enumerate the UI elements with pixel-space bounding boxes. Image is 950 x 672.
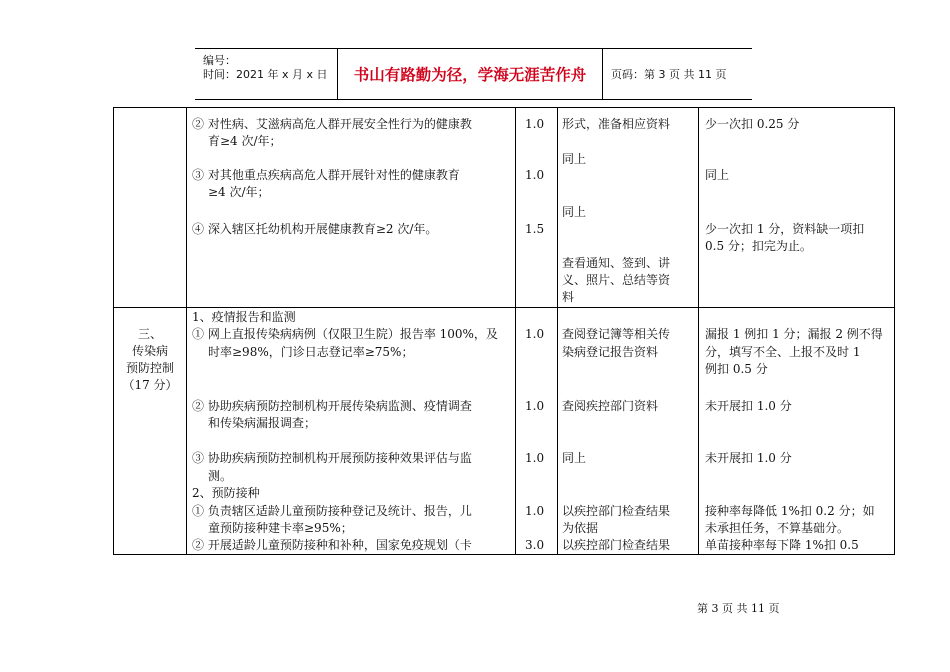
- deduction-text: 少一次扣 1 分，资料缺一项扣: [705, 222, 865, 236]
- row-divider: [114, 307, 894, 308]
- score-value: 1.5: [525, 222, 545, 236]
- section-number: 三、: [137, 327, 162, 341]
- section-score: （17 分）: [122, 378, 178, 392]
- method-text: 查阅疾控部门资料: [562, 399, 659, 413]
- header-meta: [195, 49, 338, 99]
- deduction-text: 单苗接种率每下降 1%扣 0.5: [705, 538, 859, 552]
- method-text: 同上: [562, 152, 587, 166]
- method-text: 为依据: [562, 521, 599, 535]
- item-text: ② 开展适龄儿童预防接种和补种，国家免疫规划（卡: [192, 538, 472, 552]
- item-text: ④ 深入辖区托幼机构开展健康教育≥2 次/年。: [192, 222, 438, 236]
- serial-label: 编号：: [203, 54, 236, 67]
- item-text: 育≥4 次/年；: [208, 134, 282, 148]
- col-divider: [515, 108, 516, 555]
- method-text: 查看通知、签到、讲: [562, 256, 671, 270]
- deduction-text: 未开展扣 1.0 分: [705, 451, 792, 465]
- item-text: 2、预防接种: [192, 486, 260, 500]
- item-text: 测。: [208, 469, 233, 483]
- item-text: ② 协助疾病预防控制机构开展传染病监测、疫情调查: [192, 399, 472, 413]
- item-text: ≥4 次/年；: [208, 185, 270, 199]
- deduction-text: 0.5 分；扣完为止。: [705, 239, 812, 253]
- deduction-text: 同上: [705, 168, 730, 182]
- score-value: 1.0: [525, 168, 545, 182]
- score-value: 1.0: [525, 399, 545, 413]
- score-value: 1.0: [525, 117, 545, 131]
- method-text: 形式，准备相应资料: [562, 117, 671, 131]
- score-value: 1.0: [525, 327, 545, 341]
- header-motto: 书山有路勤为径，学海无涯苦作舟: [338, 49, 603, 99]
- method-text: 义、照片、总结等资: [562, 273, 671, 287]
- item-text: 时率≥98%，门诊日志登记率≥75%；: [208, 345, 414, 359]
- deduction-text: 未开展扣 1.0 分: [705, 399, 792, 413]
- col-divider: [698, 108, 699, 555]
- row-divider: [114, 554, 894, 555]
- item-text: 童预防接种建卡率≥95%；: [208, 521, 353, 535]
- section-title-2: 预防控制: [125, 361, 174, 375]
- deduction-text: 分，填写不全、上报不及时 1: [705, 345, 861, 359]
- col-divider: [186, 108, 187, 555]
- method-text: 料: [562, 290, 575, 304]
- deduction-text: 接种率每降低 1%扣 0.2 分；如: [705, 504, 875, 518]
- method-text: 查阅登记簿等相关传: [562, 327, 671, 341]
- score-value: 1.0: [525, 451, 545, 465]
- item-text: ② 对性病、艾滋病高危人群开展安全性行为的健康教: [192, 117, 472, 131]
- score-value: 1.0: [525, 504, 545, 518]
- item-text: ③ 协助疾病预防控制机构开展预防接种效果评估与监: [192, 451, 472, 465]
- deduction-text: 漏报 1 例扣 1 分；漏报 2 例不得: [705, 327, 883, 341]
- page-footer: 第 3 页 共 11 页: [697, 602, 780, 615]
- time-label: 时间：2021 年 x 月 x 日: [203, 68, 328, 81]
- deduction-text: 少一次扣 0.25 分: [705, 117, 800, 131]
- method-text: 染病登记报告资料: [562, 345, 659, 359]
- method-text: 以疾控部门检查结果: [562, 538, 671, 552]
- item-text: ③ 对其他重点疾病高危人群开展针对性的健康教育: [192, 168, 460, 182]
- col-divider: [557, 108, 558, 555]
- section-category: [114, 326, 186, 394]
- evaluation-table: [113, 107, 895, 555]
- item-text: ① 负责辖区适龄儿童预防接种登记及统计、报告，儿: [192, 504, 472, 518]
- method-text: 同上: [562, 451, 587, 465]
- deduction-text: 例扣 0.5 分: [705, 362, 768, 376]
- page-header: [195, 48, 752, 100]
- item-text: 和传染病漏报调查；: [208, 416, 317, 430]
- item-text: ① 网上直报传染病病例（仅限卫生院）报告率 100%，及: [192, 327, 498, 341]
- method-text: 同上: [562, 205, 587, 219]
- deduction-text: 未承担任务，不算基础分。: [705, 521, 850, 535]
- method-text: 以疾控部门检查结果: [562, 504, 671, 518]
- score-value: 3.0: [525, 538, 545, 552]
- item-text: 1、疫情报告和监测: [192, 310, 296, 324]
- header-page-label: 页码：第 3 页 共 11 页: [611, 68, 727, 81]
- section-title: 传染病: [131, 344, 168, 358]
